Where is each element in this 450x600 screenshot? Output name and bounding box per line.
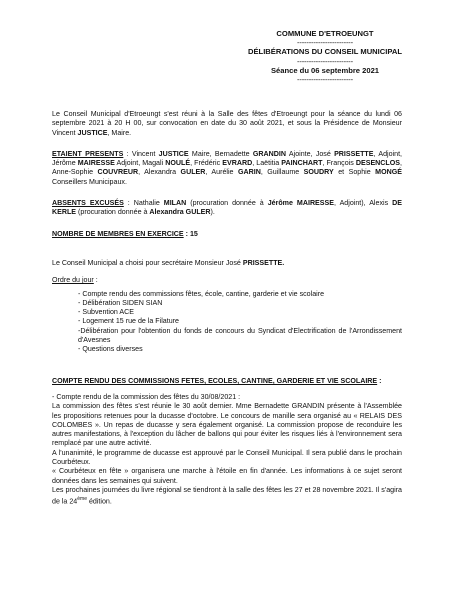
- intro-text: Le Conseil Municipal d'Etroeungt s'est réuni à la Salle des fêtes d'Etroeungt pour la séance du lundi 06 septembre 2021 à 20 H 00, sur convocation en date du 30 août 2021, et sous la Présidence de Monsieur Vincent: [52, 110, 402, 137]
- session-date: Séance du 06 septembre 2021: [270, 65, 380, 75]
- document-body: [52, 110, 402, 507]
- absent-name: DE KERLE: [52, 199, 402, 217]
- report-paragraph: La commission des fêtes s'est réunie le 30 août dernier. Mme Bernadette GRANDIN présente à l'Assemblée les propositions retenues pour la ducasse d'octobre. Le concours de manille sera organisé au « RELAIS DES COLOMBES ». Un repas de ducasse y sera également organisé. La commission propose de reconduire les autres manifestations, à l'exception du lâcher de ballons qui pour éviter les risques liés à l'environnement sera remplacé par une autre activité.: [52, 402, 402, 448]
- member-name: NOULÉ: [165, 159, 191, 168]
- present-text: , Adjoint, Jérôme: [52, 149, 403, 168]
- member-name: COUVREUR: [97, 168, 139, 177]
- present-text: Conseillers Municipaux.: [52, 177, 127, 186]
- present-text: , Guillaume: [260, 168, 304, 177]
- separator: ------------------------: [297, 56, 353, 66]
- member-name: MAIRESSE: [77, 159, 115, 168]
- absent-text: (procuration donnée à: [76, 208, 150, 217]
- separator: ------------------------: [297, 75, 353, 85]
- agenda-item: - Questions diverses: [78, 345, 143, 354]
- president-name: JUSTICE: [77, 128, 108, 137]
- proxy-name: Jérôme MAIRESSE: [267, 199, 334, 208]
- report-title: COMPTE RENDU DES COMMISSIONS FETES, ECOLES, CANTINE, GARDERIE ET VIE SCOLAIRE: [52, 376, 378, 385]
- report-subtitle: - Compte rendu de la commission des fêtes du 30/08/2021 :: [52, 392, 241, 401]
- secretary-name: PRISSETTE.: [242, 258, 285, 267]
- present-text: , Laëtitia: [252, 159, 282, 168]
- absent-text: : Nathalie: [123, 199, 164, 208]
- present-text: Ajointe, José: [286, 149, 335, 158]
- member-name: GRANDIN: [252, 149, 286, 158]
- intro-paragraph: [52, 110, 402, 138]
- report-title-tail: :: [377, 376, 382, 385]
- deliberations-title: DÉLIBÉRATIONS DU CONSEIL MUNICIPAL: [248, 47, 402, 57]
- absent-text: (procuration donnée à: [186, 199, 268, 208]
- present-label: ETAIENT PRESENTS: [52, 149, 124, 158]
- absent-label: ABSENTS EXCUSÉS: [52, 199, 124, 208]
- report-paragraph: « Courbéteux en fête » organisera une marche à l'étoile en fin d'année. Les informations à ce sujet seront données dans les semaines qui suivent.: [52, 467, 402, 485]
- present-text: et Sophie: [333, 168, 376, 177]
- present-text: , Alexandra: [138, 168, 181, 177]
- present-text: , François: [322, 159, 356, 168]
- member-count-value: : 15: [183, 229, 198, 238]
- separator: ------------------------: [297, 38, 353, 48]
- member-name: SOUDRY: [303, 168, 334, 177]
- present-text: , Aurélie: [205, 168, 238, 177]
- absent-text: ).: [210, 208, 215, 217]
- member-name: GULER: [180, 168, 206, 177]
- member-name: JUSTICE: [158, 149, 189, 158]
- proxy-name: Alexandra GULER: [149, 208, 211, 217]
- agenda-item: - Délibération SIDEN SIAN: [78, 298, 163, 307]
- report-heading: [52, 377, 402, 386]
- present-text: Maire, Bernadette: [188, 149, 253, 158]
- present-text: : Vincent: [123, 149, 159, 158]
- document-header: [220, 29, 430, 84]
- commune-title: COMMUNE D'ETROEUNGT: [276, 29, 374, 38]
- agenda-heading: [52, 276, 402, 285]
- absent-name: MILAN: [163, 199, 187, 208]
- report-text: édition.: [86, 497, 112, 506]
- agenda-colon: :: [93, 276, 98, 285]
- member-name: MONGÉ: [375, 168, 402, 177]
- secretary-paragraph: [52, 259, 402, 268]
- present-text: Adjoint, Magali: [114, 159, 166, 168]
- intro-text-end: , Maire.: [107, 128, 132, 137]
- agenda-label: Ordre du jour: [52, 276, 94, 285]
- member-name: EVRARD: [222, 159, 253, 168]
- member-count-label: NOMBRE DE MEMBRES EN EXERCICE: [52, 229, 184, 238]
- present-text: , Frédéric: [190, 159, 223, 168]
- member-name: PRISSETTE: [334, 149, 374, 158]
- report-text: Les prochaines journées du livre régional se tiendront à la salle des fêtes les 27 et 28 novembre 2021. Il s'agira de la 24: [52, 485, 402, 506]
- superscript: ème: [77, 496, 87, 503]
- member-name: GARIN: [237, 168, 261, 177]
- absent-text: , Adjoint), Alexis: [334, 199, 393, 208]
- agenda-item: - Logement 15 rue de la Filature: [78, 317, 179, 326]
- agenda-item: - Compte rendu des commissions fêtes, école, cantine, garderie et vie scolaire: [78, 289, 325, 298]
- secretary-text: Le Conseil Municipal a choisi pour secrétaire Monsieur José: [52, 258, 243, 267]
- member-name: PAINCHART: [281, 159, 323, 168]
- agenda-item: - Subvention ACE: [78, 308, 134, 317]
- agenda-list: [52, 290, 402, 355]
- report-paragraph: [52, 486, 402, 507]
- present-text: , Anne-Sophie: [52, 159, 402, 177]
- member-name: DESENCLOS: [355, 159, 401, 168]
- absent-members-paragraph: [52, 199, 402, 218]
- member-count-paragraph: [52, 230, 402, 239]
- present-members-paragraph: [52, 150, 402, 187]
- report-paragraph: A l'unanimité, le programme de ducasse est approuvé par le Conseil Municipal. Il sera publié dans le prochain Courbéteux.: [52, 448, 402, 467]
- agenda-item: -Délibération pour l'obtention du fonds de concours du Syndicat d'Electrification de l'Arrondissement d'Avesnes: [78, 326, 402, 345]
